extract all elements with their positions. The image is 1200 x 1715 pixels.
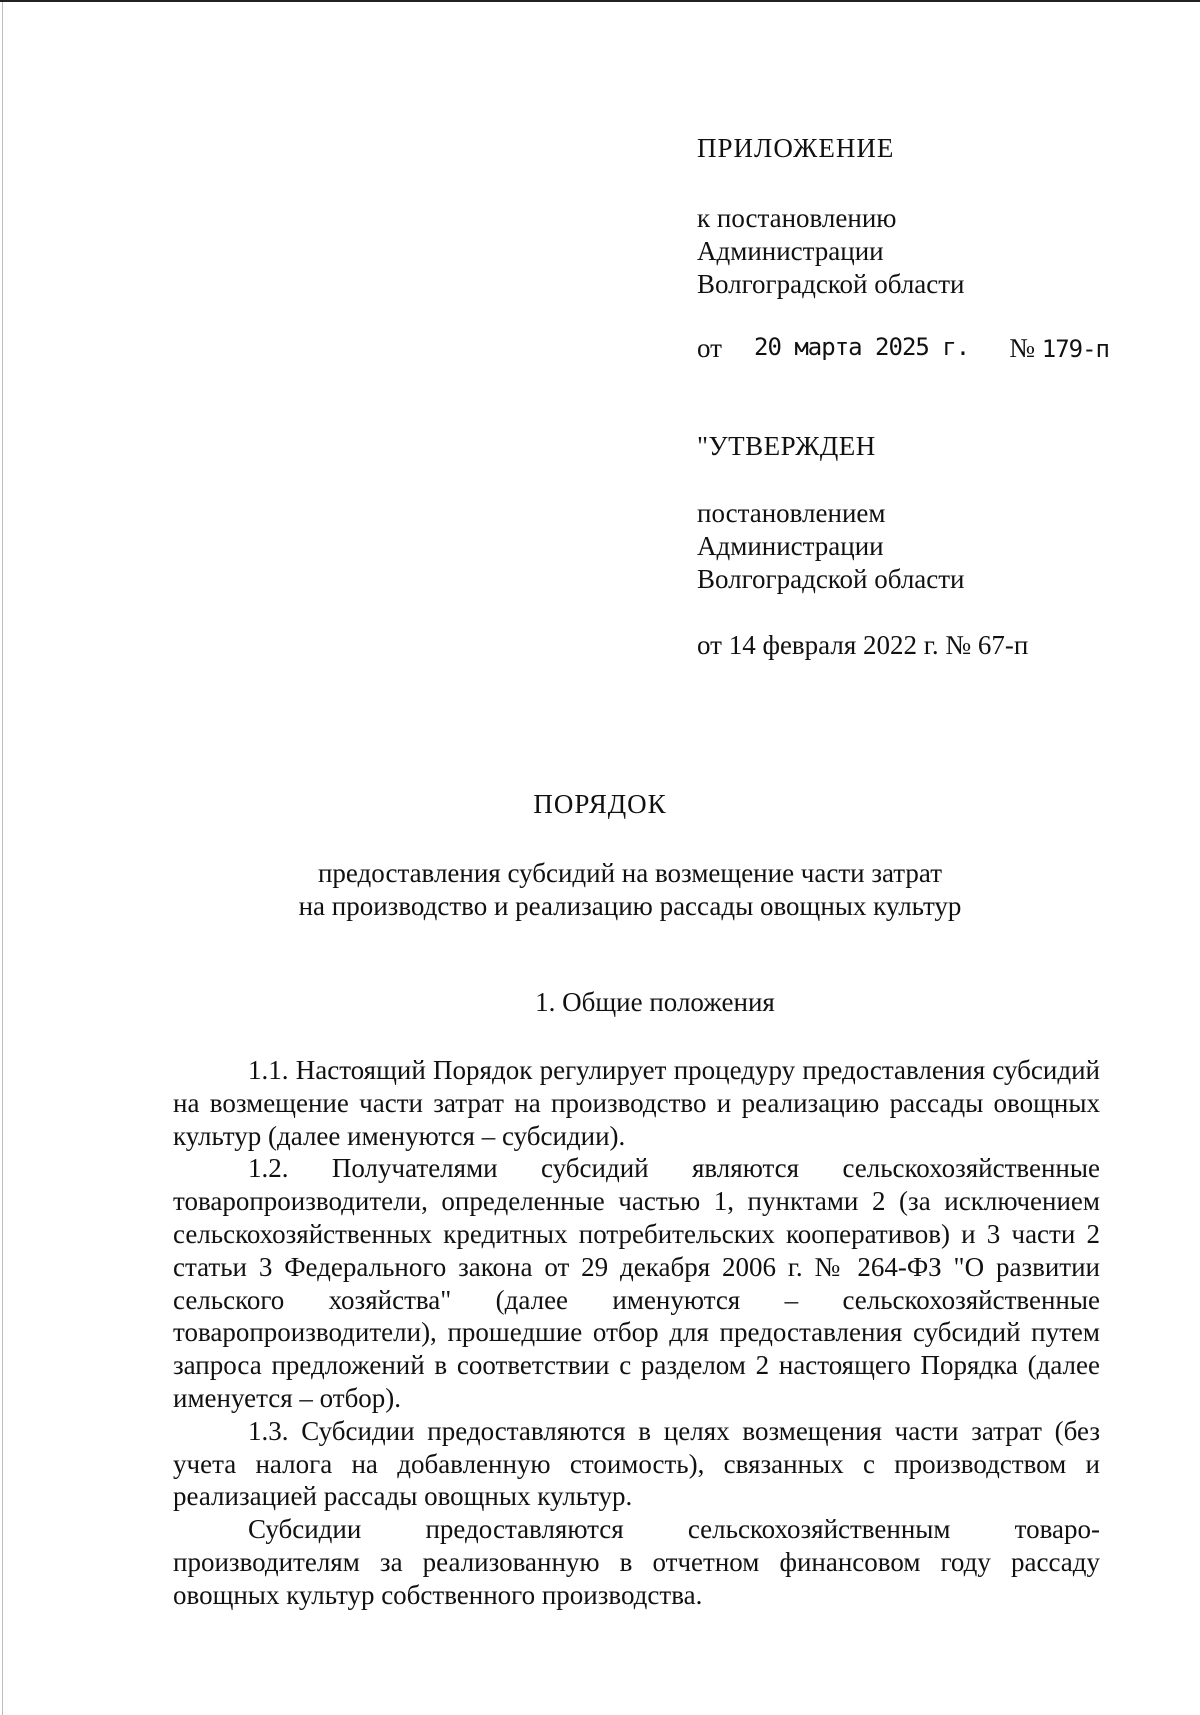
number-prefix: № [1009,333,1035,363]
date-prefix: от [697,333,722,363]
approved-by-line: Волгоградской области [697,564,965,594]
attachment-addressee [697,202,965,301]
section-title: 1. Общие положения [535,987,775,1017]
attachment-addressee-line: Волгоградской области [697,269,965,299]
approved-heading: "УТВЕРЖДЕН [697,431,876,461]
approved-date: от 14 февраля 2022 г. № 67-п [697,630,1029,660]
attachment-addressee-line: к постановлению [697,203,897,233]
attachment-addressee-line: Администрации [697,236,884,266]
document-title: ПОРЯДОК [533,789,667,819]
approved-by-line: постановлением [697,498,886,528]
resolution-date: 20 марта 2025 г. [754,333,970,361]
document-subtitle-line: предоставления субсидий на возмещение части затрат [317,858,943,888]
approved-by [697,497,965,596]
document-body [173,1054,1100,1612]
document-subtitle-line: на производство и реализацию рассады овощных культур [298,891,962,921]
body-paragraph: 1.1. Настоящий Порядок регулирует процедуру предоставления субсидий на возмещение части затрат на производство и реализацию рассады овощных культур (далее именуются – субсидии). [173,1055,1100,1151]
document-subtitle [30,857,1200,923]
resolution-number [1009,332,1109,366]
attachment-heading: ПРИЛОЖЕНИЕ [697,133,895,163]
scan-edge [2,2,3,1715]
resolution-number-value: 179-п [1041,335,1109,363]
body-paragraph: 1.3. Субсидии предоставляются в целях возмещения части затрат (без учета налога на добавленную стоимость), связанных с производством и реализацией рассады овощных культур. [173,1415,1100,1512]
body-paragraph: 1.2. Получателями субсидий являются сельскохозяйственные товаропроизводители, определенные частью 1, пунктами 2 (за исключением сельскохозяйственных кредитных потребительских кооперативов) и 3 части 2 статьи 3 Федерального закона от 29 декабря 2006 г. № 264-ФЗ "О развитии сельского хозяйства" (далее именуются – сельскохозяйственные товаропроизводители), прошедшие отбор для предоставления субсидий путем запроса предложений в соответствии с разделом 2 настоящего Порядка (далее именуется – отбор). [173,1153,1100,1413]
approved-by-line: Администрации [697,531,884,561]
body-paragraph: Субсидии предоставляются сельскохозяйственным товаропроизводителям за реализованную в отчетном финансовом году рассаду овощных культур собственного производства. [173,1514,1100,1610]
